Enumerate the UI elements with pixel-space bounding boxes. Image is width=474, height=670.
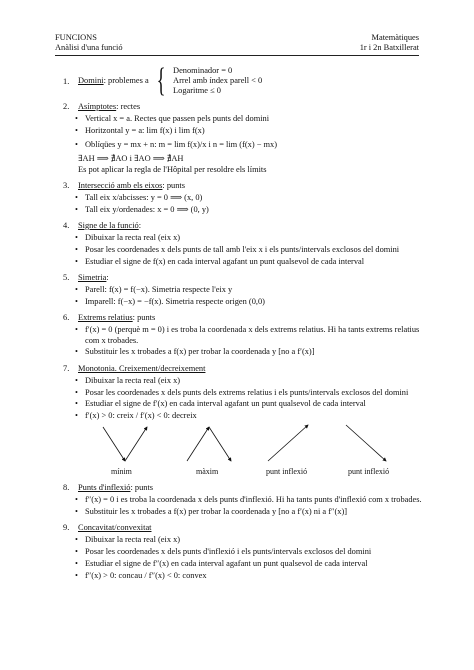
section-number: 4. bbox=[63, 221, 70, 231]
diagram-label-inflexio-2: punt inflexió bbox=[348, 467, 390, 477]
header-left-title: FUNCIONS bbox=[55, 33, 97, 42]
list-item: • Parell: f(x) = f(−x). Simetria respecte l'eix y bbox=[85, 285, 423, 295]
diagram-label-maxim: màxim bbox=[196, 467, 219, 477]
section-title: Monotonia. Creixement/decreixement bbox=[78, 363, 206, 373]
domini-case: Denominador = 0 bbox=[173, 66, 233, 75]
section-extrems bbox=[63, 313, 423, 357]
section-title-rest: : problemes a bbox=[103, 75, 149, 85]
section-monotonia bbox=[63, 364, 423, 479]
section-title: Extrems relatius bbox=[78, 313, 133, 323]
list-item: • Dibuixar la recta real (eix x) bbox=[85, 376, 423, 386]
list-item: • Tall eix y/ordenades: x = 0 ⟹ (0, y) bbox=[85, 205, 423, 215]
arrow-down bbox=[103, 427, 125, 461]
list-item: • Oblíqües y = mx + n: m = lim f(x)/x i n = lim (f(x) − mx) bbox=[85, 140, 423, 150]
list-item: • Dibuixar la recta real (eix x) bbox=[85, 535, 423, 545]
section-title: Asímptotes bbox=[78, 102, 117, 111]
list-item: • Imparell: f(−x) = −f(x). Simetria respecte origen (0,0) bbox=[85, 297, 423, 307]
monotonia-diagram bbox=[63, 423, 423, 479]
section-concavitat bbox=[63, 523, 423, 581]
simetria-list bbox=[63, 285, 423, 307]
concavitat-list bbox=[63, 535, 423, 581]
signe-list bbox=[63, 233, 423, 267]
section-title-rest: : punts bbox=[162, 180, 185, 190]
section-title-rest: : bbox=[106, 273, 109, 283]
asimptotes-note-1: ∃AH ⟹ ∄AO i ∃AO ⟹ ∄AH bbox=[78, 154, 184, 164]
diagram-label-inflexio-1: punt inflexió bbox=[266, 467, 308, 477]
domini-cases bbox=[173, 66, 262, 96]
content bbox=[63, 64, 423, 585]
arrow-up bbox=[125, 427, 147, 461]
domini-case: Arrel amb índex parell < 0 bbox=[173, 76, 263, 85]
section-title: Domini bbox=[78, 75, 104, 85]
section-title-rest: : rectes bbox=[116, 102, 141, 111]
header-rule bbox=[55, 55, 419, 56]
list-item: • f′(x) = 0 (perquè m = 0) i es troba la coordenada x dels extrems relatius. Hi ha tants extrems relatius com x trobades. bbox=[85, 325, 423, 345]
arrow-up bbox=[268, 443, 288, 461]
asimptotes-list bbox=[63, 114, 423, 150]
section-title-rest: : punts bbox=[132, 313, 156, 323]
section-title: Simetria bbox=[78, 273, 107, 283]
domini-case: Logaritme ≤ 0 bbox=[173, 86, 221, 95]
diagram-label-minim: mínim bbox=[111, 467, 132, 477]
monotonia-list bbox=[63, 376, 423, 422]
section-number: 2. bbox=[63, 102, 70, 111]
section-domini bbox=[63, 62, 423, 99]
header-right-subtitle: 1r i 2n Batxillerat bbox=[359, 43, 419, 52]
section-number: 6. bbox=[63, 313, 70, 323]
section-interseccio bbox=[63, 181, 423, 215]
section-title-rest: : punts bbox=[130, 483, 154, 493]
arrow-down bbox=[366, 443, 386, 461]
section-signe bbox=[63, 221, 423, 267]
section-number: 7. bbox=[63, 363, 70, 373]
section-title-rest: : bbox=[138, 221, 142, 231]
list-item: • Substituir les x trobades a f(x) per trobar la coordenada y [no a f′(x)] bbox=[85, 347, 423, 357]
list-item: • Dibuixar la recta real (eix x) bbox=[85, 233, 423, 243]
section-title: Intersecció amb els eixos bbox=[78, 180, 163, 190]
section-number: 9. bbox=[63, 523, 70, 533]
section-title: Signe de la funció bbox=[78, 221, 139, 231]
list-item: • Estudiar el signe de f(x) en cada interval agafant un punt qualsevol de cada interval bbox=[85, 257, 423, 267]
section-number: 5. bbox=[63, 273, 70, 283]
list-item: • Horitzontal y = a: lim f(x) i lim f(x) bbox=[85, 126, 423, 136]
interseccio-list bbox=[63, 193, 423, 215]
inflexio-list bbox=[63, 495, 423, 517]
header-right-title: Matemàtiques bbox=[371, 33, 419, 42]
section-number: 1. bbox=[63, 77, 70, 86]
page-header bbox=[55, 33, 419, 56]
extrems-list bbox=[63, 325, 423, 357]
section-number: 3. bbox=[63, 180, 70, 190]
list-item: • Estudiar el signe de f′(x) en cada interval agafant un punt qualsevol de cada interval bbox=[85, 399, 423, 409]
section-number: 8. bbox=[63, 483, 70, 493]
brace-symbol: { bbox=[156, 62, 166, 99]
arrow-down bbox=[346, 425, 366, 443]
list-item: • Posar les coordenades x dels punts dels extrems relatius i els punts/intervals exclosos del domini bbox=[85, 388, 423, 398]
list-item: • f″(x) > 0: concau / f″(x) < 0: convex bbox=[85, 571, 423, 581]
list-item: • f″(x) = 0 i es troba la coordenada x dels punts d'inflexió. Hi ha tants punts d'inflexió com x trobades. bbox=[85, 495, 423, 505]
list-item: • Posar les coordenades x dels punts de tall amb l'eix x i els punts/intervals exclosos del domini bbox=[85, 245, 423, 255]
list-item: • f′(x) > 0: creix / f′(x) < 0: decreix bbox=[85, 411, 423, 421]
section-punts-inflexio bbox=[63, 483, 423, 517]
asimptotes-note-2: Es pot aplicar la regla de l'Hôpital per resoldre els límits bbox=[78, 164, 267, 174]
list-item: • Posar les coordenades x dels punts d'inflexió i els punts/intervals exclosos del domini bbox=[85, 547, 423, 557]
section-title: Punts d'inflexió bbox=[78, 483, 131, 493]
arrow-down bbox=[209, 427, 231, 461]
list-item: • Substituir les x trobades a f(x) per trobar la coordenada y [no a f′(x) ni a f″(x)] bbox=[85, 507, 423, 517]
arrow-up bbox=[187, 427, 209, 461]
section-title: Concavitat/convexitat bbox=[78, 523, 152, 533]
section-asimptotes bbox=[63, 102, 423, 175]
list-item: • Vertical x = a. Rectes que passen pels punts del domini bbox=[85, 114, 423, 124]
arrow-up bbox=[288, 425, 308, 443]
monotonia-arrows bbox=[63, 423, 423, 469]
list-item: • Estudiar el signe de f″(x) en cada interval agafant un punt qualsevol de cada interval bbox=[85, 559, 423, 569]
list-item: • Tall eix x/abcisses: y = 0 ⟹ (x, 0) bbox=[85, 193, 423, 203]
section-simetria bbox=[63, 273, 423, 307]
header-left-subtitle: Anàlisi d'una funció bbox=[55, 43, 123, 52]
